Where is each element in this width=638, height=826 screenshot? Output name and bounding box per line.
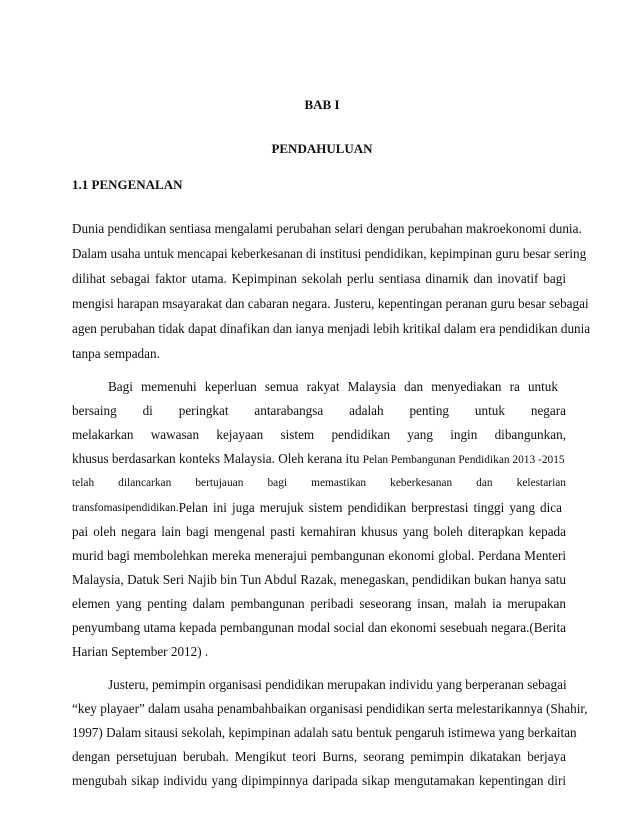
section-heading: 1.1 PENGENALAN [72, 177, 183, 192]
paragraph-2-line: bersaing di peringkat antarabangsa adalah penting untuk negara [72, 403, 566, 418]
plan-name: Pelan Pembangunan Pendidikan 2013 -2015 [362, 454, 565, 466]
paragraph-2-line [72, 451, 566, 468]
chapter-heading: BAB I [304, 97, 340, 112]
paragraph-3-line: mengubah sikap individu yang dipimpinnya daripada sikap mengutamakan kepentingan diri [72, 773, 566, 788]
paragraph-2-text: transfomasipendidikan. [72, 502, 179, 514]
paragraph-3-line: dengan persetujuan berubah. Mengikut teori Burns, seorang pemimpin dikatakan berjaya [72, 749, 566, 764]
paragraph-2-text: Pelan ini juga merujuk sistem pendidikan berprestasi tinggi yang dica [178, 500, 562, 515]
paragraph-2-line: elemen yang penting dalam pembangunan peribadi seseorang insan, malah ia merupakan [72, 596, 566, 611]
paragraph-3-line: 1997) Dalam sitausi sekolah, kepimpinan adalah satu bentuk pengaruh istimewa yang berkaitan [72, 725, 577, 740]
paragraph-1-line: Dalam usaha untuk mencapai keberkesanan di institusi pendidikan, kepimpinan guru besar sering [72, 246, 587, 261]
paragraph-1-line: tanpa sempadan. [72, 346, 160, 361]
paragraph-2-line: murid bagi membolehkan mereka menerajui pembangunan ekonomi global. Perdana Menteri [72, 548, 566, 563]
paragraph-2-line: Harian September 2012) . [72, 644, 209, 659]
paragraph-3-line: Justeru, pemimpin organisasi pendidikan merupakan individu yang berperanan sebagai [108, 677, 567, 692]
paragraph-2-line [72, 500, 562, 516]
paragraph-2-line: penyumbang utama kepada pembangunan modal social dan ekonomi sesebuah negara.(Berita [72, 620, 566, 635]
paragraph-1-line: mengisi harapan msayarakat dan cabaran negara. Justeru, kepentingan peranan guru besar sebagai [72, 296, 589, 311]
paragraph-2-line: telah dilancarkan bertujauan bagi memastikan keberkesanan dan kelestarian [72, 477, 566, 489]
paragraph-2-line: melakarkan wawasan kejayaan sistem pendidikan yang ingin dibangunkan, [72, 427, 566, 442]
paragraph-3-line: “key playaer” dalam usaha penambahbaikan organisasi pendidikan serta melestarikannya (Shahir, [72, 701, 588, 716]
chapter-title: PENDAHULUAN [271, 141, 373, 156]
paragraph-1-line: Dunia pendidikan sentiasa mengalami perubahan selari dengan perubahan makroekonomi dunia. [72, 221, 582, 236]
paragraph-2-line: pai oleh negara lain bagi mengenal pasti kemahiran khusus yang boleh diterapkan kepada [72, 524, 566, 539]
paragraph-2-text: khusus berdasarkan konteks Malaysia. Oleh kerana itu [72, 451, 360, 466]
paragraph-1-line: dilihat sebagai faktor utama. Kepimpinan sekolah perlu sentiasa dinamik dan inovatif bagi [72, 271, 566, 286]
paragraph-2-line: Malaysia, Datuk Seri Najib bin Tun Abdul Razak, menegaskan, pendidikan bukan hanya satu [72, 572, 566, 587]
paragraph-2-line: Bagi memenuhi keperluan semua rakyat Malaysia dan menyediakan ra untuk [108, 379, 558, 394]
paragraph-1-line: agen perubahan tidak dapat dinafikan dan ianya menjadi lebih kritikal dalam era pendidikan dunia [72, 321, 591, 336]
